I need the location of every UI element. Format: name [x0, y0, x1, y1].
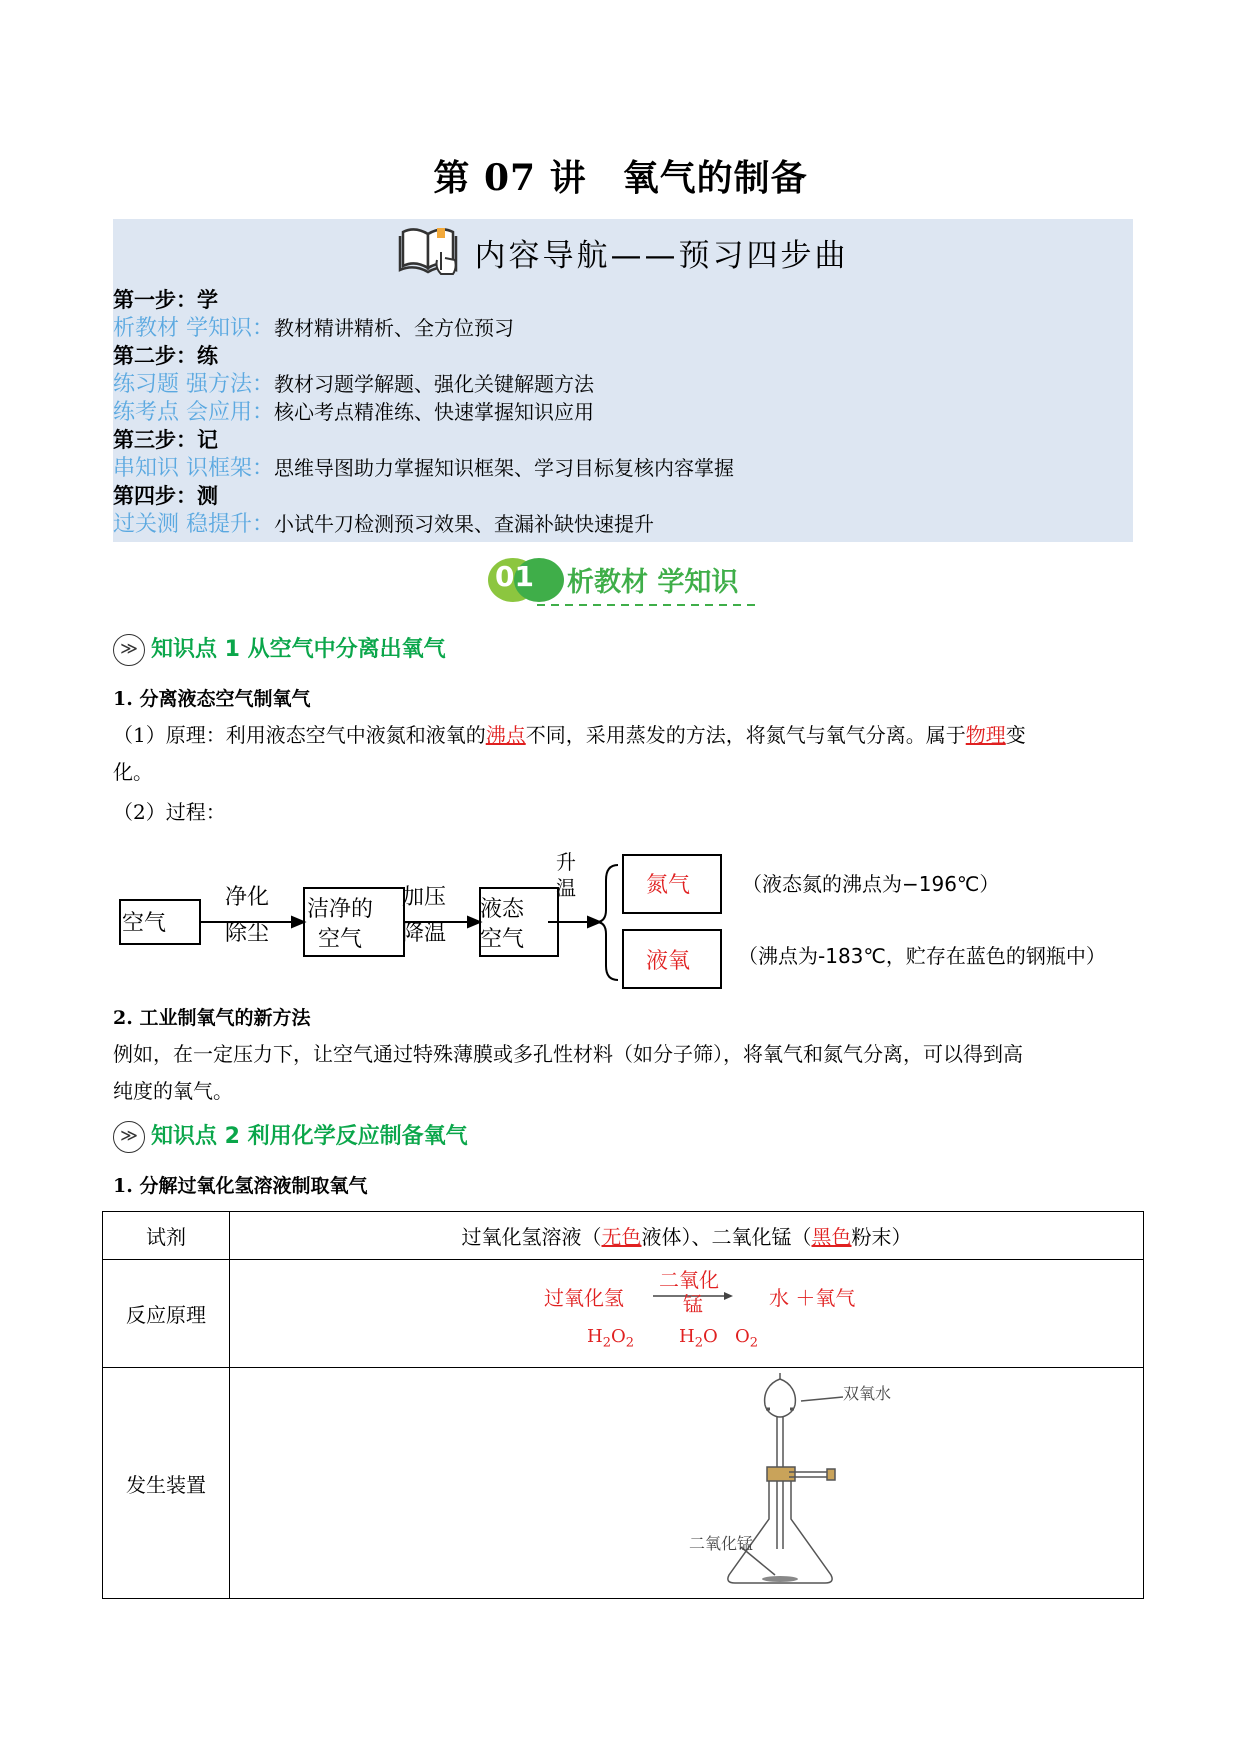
nav-item-practice	[113, 370, 594, 399]
kp1-new-method-line2: 纯度的氧气。	[113, 1079, 233, 1103]
text: O	[610, 1325, 626, 1347]
nav-step-2: 第二步：练	[113, 343, 218, 368]
hydrogen-peroxide-table	[102, 1211, 1144, 1599]
kp1-subheading-2: 2. 工业制氧气的新方法	[113, 1007, 311, 1029]
nav-item-label: 练考点 会应用：	[113, 400, 274, 425]
text: 变	[1005, 723, 1026, 747]
answer-physical: 物理	[965, 723, 1006, 747]
flow-oxygen-note: （沸点为-183℃，贮存在蓝色的钢瓶中）	[738, 944, 1106, 968]
reagent-label: 试剂	[103, 1212, 230, 1260]
nav-item-desc: 核心考点精准练、快速掌握知识应用	[274, 400, 594, 424]
table-row-reagent	[103, 1212, 1144, 1260]
lecture-number: 第 07 讲	[433, 157, 587, 199]
nav-item-desc: 思维导图助力掌握知识框架、学习目标复核内容掌握	[274, 456, 734, 480]
reaction-label: 反应原理	[103, 1260, 230, 1368]
section-label: 析教材 学知识	[567, 567, 739, 598]
label-hydrogen-peroxide: 双氧水	[843, 1384, 892, 1403]
flow-liquid-oxygen: 液氧	[646, 949, 691, 974]
formula-o2	[735, 1326, 758, 1351]
text: O	[702, 1325, 718, 1347]
nav-step-4: 第四步：测	[113, 483, 218, 508]
nav-item-label: 析教材 学知识：	[113, 316, 274, 341]
nav-item-apply	[113, 398, 594, 427]
page-title	[0, 150, 1241, 201]
knowledge-point-2-title	[113, 1119, 468, 1153]
book-icon	[397, 222, 463, 282]
flow-clean-label: 洁净的	[307, 897, 374, 922]
text: 不同，采用蒸发的方法，将氮气与氧气分离。属于	[525, 723, 966, 747]
flow-clean-air-label: 空气	[318, 927, 363, 952]
nav-item-framework	[113, 454, 734, 483]
arrow-circle-icon: ≫	[113, 634, 145, 666]
kp2-subheading-1: 1. 分解过氧化氢溶液制取氧气	[113, 1175, 368, 1197]
text: 2	[694, 1335, 703, 1351]
apparatus-label: 发生装置	[103, 1368, 230, 1599]
text: 2	[625, 1335, 635, 1351]
text: H	[587, 1325, 603, 1347]
nav-item-desc: 小试牛刀检测预习效果、查漏补缺快速提升	[274, 512, 654, 536]
formula-h2o2	[587, 1326, 634, 1351]
apparatus-content	[230, 1368, 1144, 1599]
products-name: 水 ＋氧气	[769, 1285, 856, 1310]
flow-pressurize-label: 加压	[402, 885, 447, 910]
table-row-reaction	[103, 1260, 1144, 1368]
kp1-process-label: （2）过程：	[113, 800, 226, 824]
reactant-name: 过氧化氢	[544, 1285, 624, 1310]
kp1-principle-cont: 化。	[113, 760, 153, 784]
nav-step-1: 第一步：学	[113, 287, 218, 312]
text: O	[735, 1325, 750, 1347]
nav-item-desc: 教材习题学解题、强化关键解题方法	[274, 372, 594, 396]
nav-item-desc: 教材精讲精析、全方位预习	[274, 316, 514, 340]
erlenmeyer-apparatus-image	[691, 1369, 851, 1597]
flow-cool-label: 降温	[402, 921, 447, 946]
nav-item-label: 过关测 稳提升：	[113, 512, 274, 537]
arrow-circle-icon: ≫	[113, 1121, 145, 1153]
nav-step-3: 第三步：记	[113, 427, 218, 452]
nav-item-label: 练习题 强方法：	[113, 372, 274, 397]
flow-liquid-label: 液态	[480, 897, 525, 922]
answer-boiling-point: 沸点	[485, 723, 526, 747]
air-separation-flow-diagram	[118, 840, 1138, 1000]
lecture-topic: 氧气的制备	[622, 157, 808, 199]
section-badge	[487, 554, 767, 618]
reaction-content	[230, 1260, 1144, 1368]
kp1-new-method-line1: 例如，在一定压力下，让空气通过特殊薄膜或多孔性材料（如分子筛），将氧气和氮气分离，可以得到高	[113, 1042, 1023, 1066]
text: 过氧化氢溶液（	[461, 1225, 602, 1249]
flow-liquid-air-label: 空气	[480, 927, 525, 952]
kp1-principle	[113, 717, 1026, 754]
nav-heading-text: 内容导航——预习四步曲	[474, 237, 849, 274]
text: 液体）、二氧化锰（	[641, 1225, 812, 1249]
kp2-title-text: 知识点 2 利用化学反应制备氧气	[151, 1124, 468, 1149]
kp1-subheading-1: 1. 分离液态空气制氧气	[113, 688, 311, 710]
content-navigation-heading	[113, 222, 1133, 282]
catalyst-bottom: 锰	[683, 1291, 703, 1316]
text: H	[679, 1325, 695, 1347]
answer-black: 黑色	[811, 1225, 852, 1249]
flow-purify-label: 净化	[225, 885, 270, 910]
flow-heat-label-2: 温	[556, 876, 576, 900]
text: （1）原理：利用液态空气中液氮和液氧的	[113, 723, 486, 747]
formula-h2o	[679, 1326, 718, 1351]
label-manganese-dioxide: 二氧化锰	[689, 1534, 754, 1553]
flow-heat-label-1: 升	[556, 850, 576, 874]
nav-item-test	[113, 510, 654, 539]
flow-nitrogen-note: （液态氮的沸点为−196℃）	[742, 872, 1000, 896]
nav-item-label: 串知识 识框架：	[113, 456, 274, 481]
knowledge-point-1-title	[113, 632, 446, 666]
flow-nitrogen: 氮气	[646, 873, 691, 898]
catalyst-top: 二氧化	[659, 1267, 719, 1292]
kp1-title-text: 知识点 1 从空气中分离出氧气	[151, 637, 446, 662]
answer-colorless: 无色	[601, 1225, 642, 1249]
flow-dust-label: 除尘	[225, 921, 270, 946]
table-row-apparatus	[103, 1368, 1144, 1599]
flow-air: 空气	[122, 911, 167, 936]
text: 2	[749, 1335, 759, 1351]
text: 粉末）	[851, 1225, 912, 1249]
section-number: 01	[495, 560, 534, 593]
nav-item-study	[113, 314, 514, 343]
reagent-content	[230, 1212, 1144, 1260]
text: 2	[602, 1335, 611, 1351]
